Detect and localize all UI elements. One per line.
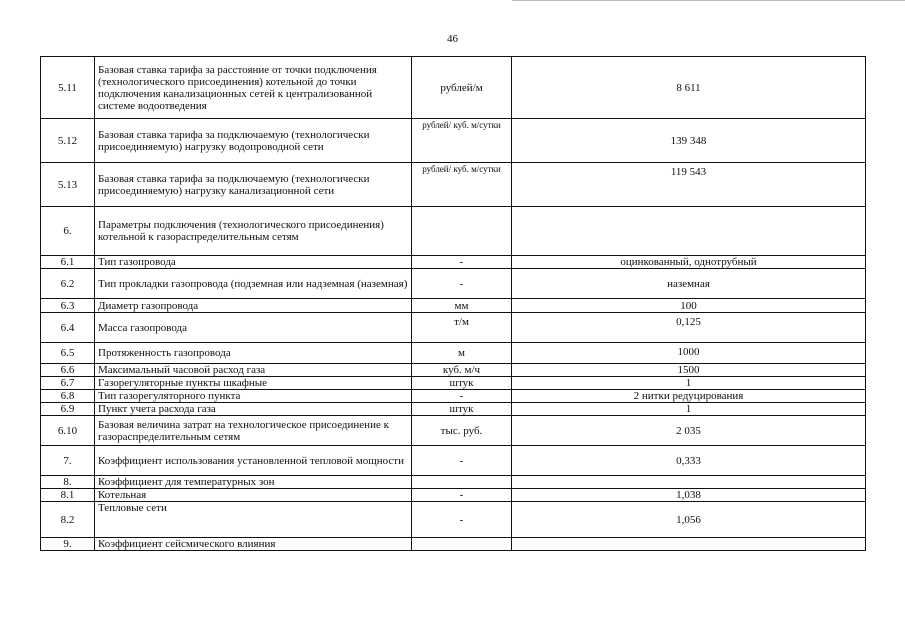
table-row [41, 313, 866, 343]
row-number: 5.12 [41, 119, 95, 163]
row-unit: рублей/ куб. м/сутки [412, 119, 512, 163]
row-unit: штук [412, 377, 512, 390]
row-value: 1 [512, 377, 866, 390]
row-unit: мм [412, 299, 512, 313]
row-description: Тип газорегуляторного пункта [95, 390, 412, 403]
row-description: Базовая ставка тарифа за подключаемую (технологически присоединяемую) нагрузку канализационной сети [95, 163, 412, 207]
row-value: 1,038 [512, 489, 866, 502]
row-number: 6.10 [41, 416, 95, 446]
row-unit [412, 207, 512, 256]
row-unit: штук [412, 403, 512, 416]
row-number: 6.3 [41, 299, 95, 313]
table-row [41, 538, 866, 551]
row-description: Максимальный часовой расход газа [95, 364, 412, 377]
row-unit: - [412, 446, 512, 476]
row-unit: т/м [412, 313, 512, 343]
row-value: 100 [512, 299, 866, 313]
table-row [41, 343, 866, 364]
row-unit: куб. м/ч [412, 364, 512, 377]
table-row [41, 416, 866, 446]
row-description: Протяженность газопровода [95, 343, 412, 364]
row-unit [412, 538, 512, 551]
row-number: 6.8 [41, 390, 95, 403]
row-description: Газорегуляторные пункты шкафные [95, 377, 412, 390]
row-number: 7. [41, 446, 95, 476]
table-row [41, 256, 866, 269]
row-value: наземная [512, 269, 866, 299]
row-number: 6. [41, 207, 95, 256]
page-number: 46 [447, 33, 458, 45]
row-unit: - [412, 489, 512, 502]
row-number: 6.2 [41, 269, 95, 299]
row-value: 8 611 [512, 57, 866, 119]
tariff-table [40, 56, 866, 551]
row-number: 8.1 [41, 489, 95, 502]
row-value: оцинкованный, однотрубный [512, 256, 866, 269]
row-value: 2 нитки редуцирования [512, 390, 866, 403]
table-row [41, 476, 866, 489]
row-description: Пункт учета расхода газа [95, 403, 412, 416]
row-description: Масса газопровода [95, 313, 412, 343]
row-number: 6.1 [41, 256, 95, 269]
row-number: 6.6 [41, 364, 95, 377]
row-number: 6.5 [41, 343, 95, 364]
row-value: 0,125 [512, 313, 866, 343]
row-description: Коэффициент сейсмического влияния [95, 538, 412, 551]
row-number: 6.9 [41, 403, 95, 416]
row-unit: - [412, 502, 512, 538]
row-description: Коэффициент использования установленной тепловой мощности [95, 446, 412, 476]
row-unit: - [412, 269, 512, 299]
top-rule [512, 0, 905, 1]
row-unit [412, 476, 512, 489]
row-description: Тип газопровода [95, 256, 412, 269]
row-description: Базовая ставка тарифа за расстояние от точки подключения (технологического присоединения) котельной до точки подключения канализационных сетей к централизованной системе водоотведения [95, 57, 412, 119]
table-row [41, 403, 866, 416]
row-value: 1500 [512, 364, 866, 377]
row-number: 6.7 [41, 377, 95, 390]
table-row [41, 299, 866, 313]
row-number: 5.11 [41, 57, 95, 119]
row-unit: рублей/м [412, 57, 512, 119]
row-description: Диаметр газопровода [95, 299, 412, 313]
table-row [41, 377, 866, 390]
table-row [41, 489, 866, 502]
table-row [41, 446, 866, 476]
row-description: Котельная [95, 489, 412, 502]
table-row [41, 207, 866, 256]
table-row [41, 163, 866, 207]
row-description: Параметры подключения (технологического присоединения) котельной к газораспределительным сетям [95, 207, 412, 256]
row-value: 0,333 [512, 446, 866, 476]
row-value [512, 538, 866, 551]
row-value: 1000 [512, 343, 866, 364]
row-unit: м [412, 343, 512, 364]
table-row [41, 502, 866, 538]
row-number: 8. [41, 476, 95, 489]
row-description: Коэффициент для температурных зон [95, 476, 412, 489]
row-description: Тип прокладки газопровода (подземная или надземная (наземная) [95, 269, 412, 299]
row-value: 119 543 [512, 163, 866, 207]
row-number: 8.2 [41, 502, 95, 538]
row-value: 139 348 [512, 119, 866, 163]
row-number: 5.13 [41, 163, 95, 207]
row-description: Базовая ставка тарифа за подключаемую (технологически присоединяемую) нагрузку водопроводной сети [95, 119, 412, 163]
row-number: 9. [41, 538, 95, 551]
row-unit: - [412, 390, 512, 403]
row-unit: - [412, 256, 512, 269]
table-row [41, 269, 866, 299]
row-value: 1 [512, 403, 866, 416]
row-description: Тепловые сети [95, 502, 412, 538]
row-unit: тыс. руб. [412, 416, 512, 446]
row-value [512, 207, 866, 256]
row-number: 6.4 [41, 313, 95, 343]
row-value [512, 476, 866, 489]
row-unit: рублей/ куб. м/сутки [412, 163, 512, 207]
table-row [41, 119, 866, 163]
row-value: 1,056 [512, 502, 866, 538]
row-description: Базовая величина затрат на технологическое присоединение к газораспределительным сетям [95, 416, 412, 446]
table-row [41, 57, 866, 119]
table-row [41, 390, 866, 403]
table-row [41, 364, 866, 377]
row-value: 2 035 [512, 416, 866, 446]
